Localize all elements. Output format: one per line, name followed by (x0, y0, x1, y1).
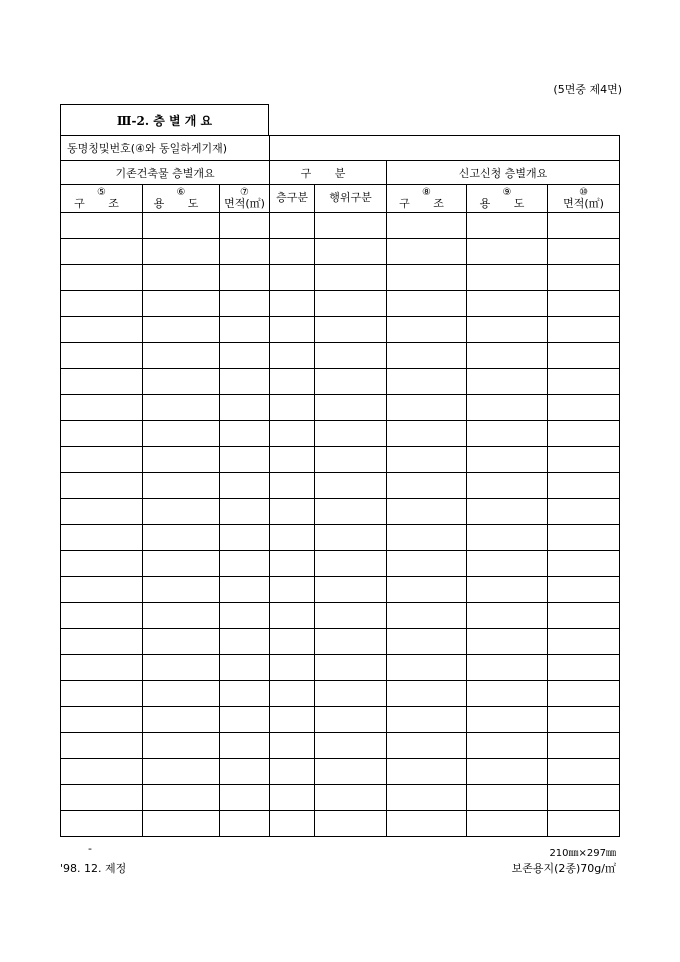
entry-cell[interactable] (315, 577, 387, 603)
entry-cell[interactable] (315, 629, 387, 655)
entry-cell[interactable] (143, 265, 220, 291)
entry-cell[interactable] (387, 681, 467, 707)
entry-cell[interactable] (220, 811, 270, 837)
entry-cell[interactable] (143, 213, 220, 239)
entry-cell[interactable] (270, 811, 315, 837)
entry-cell[interactable] (467, 343, 548, 369)
entry-cell[interactable] (270, 707, 315, 733)
entry-cell[interactable] (143, 343, 220, 369)
entry-cell[interactable] (270, 577, 315, 603)
table-row (61, 239, 620, 265)
table-row (61, 551, 620, 577)
entry-cell[interactable] (270, 343, 315, 369)
table-row (61, 525, 620, 551)
entry-cell[interactable] (270, 785, 315, 811)
col-label: 용 도 (479, 197, 535, 210)
enacted-date: '98. 12. 제정 (60, 862, 127, 875)
entry-cell[interactable] (220, 629, 270, 655)
entry-cell[interactable] (220, 421, 270, 447)
entry-cell[interactable] (61, 239, 143, 265)
entry-cell[interactable] (387, 629, 467, 655)
col-structure-reported (387, 185, 467, 213)
entry-cell[interactable] (315, 473, 387, 499)
table-row (61, 291, 620, 317)
entry-cell[interactable] (548, 369, 620, 395)
entry-cell[interactable] (548, 291, 620, 317)
entry-cell[interactable] (220, 447, 270, 473)
entry-cell[interactable] (315, 733, 387, 759)
entry-cell[interactable] (315, 759, 387, 785)
entry-cell[interactable] (270, 239, 315, 265)
entry-cell[interactable] (548, 733, 620, 759)
entry-cell[interactable] (270, 759, 315, 785)
table-row (61, 759, 620, 785)
entry-cell[interactable] (270, 473, 315, 499)
entry-cell[interactable] (315, 421, 387, 447)
subject-label: 동명칭및번호(④와 동일하게기재) (61, 136, 270, 161)
table-row (61, 603, 620, 629)
entry-cell[interactable] (270, 525, 315, 551)
entry-cell[interactable] (315, 395, 387, 421)
entry-cell[interactable] (387, 291, 467, 317)
entry-cell[interactable] (467, 473, 548, 499)
entry-cell[interactable] (315, 499, 387, 525)
entry-cell[interactable] (387, 551, 467, 577)
entry-cell[interactable] (387, 265, 467, 291)
col-action-division (315, 185, 387, 213)
table-row (61, 655, 620, 681)
entry-cell[interactable] (387, 239, 467, 265)
entry-cell[interactable] (315, 343, 387, 369)
entry-cell[interactable] (143, 577, 220, 603)
data-rows (61, 213, 620, 837)
entry-cell[interactable] (315, 681, 387, 707)
table-row (61, 421, 620, 447)
entry-cell[interactable] (548, 551, 620, 577)
subject-value-cell[interactable] (270, 136, 620, 161)
entry-cell[interactable] (61, 343, 143, 369)
entry-cell[interactable] (387, 577, 467, 603)
entry-cell[interactable] (548, 759, 620, 785)
marker-7: ⑦ (240, 187, 249, 198)
entry-cell[interactable] (387, 811, 467, 837)
entry-cell[interactable] (220, 239, 270, 265)
entry-cell[interactable] (61, 681, 143, 707)
entry-cell[interactable] (61, 369, 143, 395)
table-row (61, 733, 620, 759)
group-header-row (61, 161, 620, 185)
entry-cell[interactable] (270, 369, 315, 395)
entry-cell[interactable] (387, 421, 467, 447)
entry-cell[interactable] (220, 291, 270, 317)
entry-cell[interactable] (270, 551, 315, 577)
entry-cell[interactable] (315, 239, 387, 265)
entry-cell[interactable] (220, 213, 270, 239)
col-label: 면적(㎡) (224, 197, 265, 210)
entry-cell[interactable] (467, 447, 548, 473)
entry-cell[interactable] (61, 577, 143, 603)
entry-cell[interactable] (315, 369, 387, 395)
entry-cell[interactable] (467, 395, 548, 421)
entry-cell[interactable] (270, 629, 315, 655)
entry-cell[interactable] (315, 447, 387, 473)
entry-cell[interactable] (143, 395, 220, 421)
entry-cell[interactable] (548, 499, 620, 525)
entry-cell[interactable] (548, 707, 620, 733)
entry-cell[interactable] (467, 655, 548, 681)
entry-cell[interactable] (143, 525, 220, 551)
col-label: 구 조 (74, 197, 129, 210)
entry-cell[interactable] (387, 733, 467, 759)
reported-building-header: 신고신청 층별개요 (387, 161, 620, 185)
entry-cell[interactable] (143, 733, 220, 759)
entry-cell[interactable] (220, 343, 270, 369)
entry-cell[interactable] (143, 707, 220, 733)
entry-cell[interactable] (220, 525, 270, 551)
entry-cell[interactable] (143, 681, 220, 707)
entry-cell[interactable] (548, 603, 620, 629)
entry-cell[interactable] (143, 421, 220, 447)
table-row (61, 447, 620, 473)
division-header: 구 분 (270, 161, 387, 185)
entry-cell[interactable] (387, 213, 467, 239)
entry-cell[interactable] (220, 369, 270, 395)
entry-cell[interactable] (467, 577, 548, 603)
entry-cell[interactable] (548, 239, 620, 265)
table-row (61, 395, 620, 421)
col-area-reported (548, 185, 620, 213)
page-number: (5면중 제4면) (553, 83, 622, 96)
column-header-row (61, 185, 620, 213)
entry-cell[interactable] (220, 681, 270, 707)
entry-cell[interactable] (548, 343, 620, 369)
col-label: 구 조 (399, 197, 454, 210)
entry-cell[interactable] (220, 733, 270, 759)
entry-cell[interactable] (270, 317, 315, 343)
entry-cell[interactable] (220, 577, 270, 603)
entry-cell[interactable] (467, 551, 548, 577)
marker-5: ⑤ (97, 187, 106, 198)
entry-cell[interactable] (467, 213, 548, 239)
entry-cell[interactable] (548, 785, 620, 811)
entry-cell[interactable] (387, 707, 467, 733)
entry-cell[interactable] (387, 603, 467, 629)
entry-cell[interactable] (61, 525, 143, 551)
existing-building-header: 기존건축물 층별개요 (61, 161, 270, 185)
entry-cell[interactable] (270, 213, 315, 239)
entry-cell[interactable] (467, 733, 548, 759)
entry-cell[interactable] (387, 499, 467, 525)
entry-cell[interactable] (61, 421, 143, 447)
entry-cell[interactable] (467, 421, 548, 447)
entry-cell[interactable] (220, 785, 270, 811)
entry-cell[interactable] (270, 395, 315, 421)
table-row (61, 317, 620, 343)
entry-cell[interactable] (61, 551, 143, 577)
entry-cell[interactable] (61, 473, 143, 499)
floor-summary-table (60, 135, 620, 837)
entry-cell[interactable] (270, 447, 315, 473)
entry-cell[interactable] (270, 499, 315, 525)
col-label: 행위구분 (329, 190, 372, 204)
entry-cell[interactable] (61, 603, 143, 629)
entry-cell[interactable] (315, 655, 387, 681)
entry-cell[interactable] (143, 239, 220, 265)
section-title: Ⅲ-2. 층 별 개 요 (60, 104, 269, 135)
entry-cell[interactable] (467, 369, 548, 395)
paper-spec: 보존용지(2종)70g/㎡ (511, 862, 616, 875)
entry-cell[interactable] (143, 369, 220, 395)
entry-cell[interactable] (220, 603, 270, 629)
paper-size: 210㎜×297㎜ (549, 848, 616, 859)
marker-8: ⑧ (422, 187, 431, 198)
entry-cell[interactable] (548, 811, 620, 837)
entry-cell[interactable] (270, 733, 315, 759)
col-use-existing (143, 185, 220, 213)
entry-cell[interactable] (387, 317, 467, 343)
entry-cell[interactable] (548, 629, 620, 655)
table-row (61, 213, 620, 239)
entry-cell[interactable] (61, 447, 143, 473)
entry-cell[interactable] (467, 291, 548, 317)
entry-cell[interactable] (315, 525, 387, 551)
table-row (61, 785, 620, 811)
col-floor-division (270, 185, 315, 213)
entry-cell[interactable] (220, 551, 270, 577)
entry-cell[interactable] (61, 655, 143, 681)
table-row (61, 473, 620, 499)
table-row (61, 369, 620, 395)
col-label: 용 도 (153, 197, 209, 210)
entry-cell[interactable] (143, 291, 220, 317)
marker-9: ⑨ (502, 187, 512, 198)
entry-cell[interactable] (220, 707, 270, 733)
table-row (61, 707, 620, 733)
entry-cell[interactable] (270, 265, 315, 291)
col-area-existing (220, 185, 270, 213)
entry-cell[interactable] (61, 811, 143, 837)
entry-cell[interactable] (467, 317, 548, 343)
entry-cell[interactable] (387, 759, 467, 785)
entry-cell[interactable] (143, 785, 220, 811)
entry-cell[interactable] (220, 265, 270, 291)
entry-cell[interactable] (143, 759, 220, 785)
table-row (61, 499, 620, 525)
entry-cell[interactable] (387, 785, 467, 811)
entry-cell[interactable] (467, 785, 548, 811)
entry-cell[interactable] (387, 655, 467, 681)
entry-cell[interactable] (315, 707, 387, 733)
entry-cell[interactable] (387, 369, 467, 395)
entry-cell[interactable] (548, 577, 620, 603)
entry-cell[interactable] (61, 395, 143, 421)
entry-cell[interactable] (61, 213, 143, 239)
entry-cell[interactable] (143, 499, 220, 525)
entry-cell[interactable] (315, 291, 387, 317)
entry-cell[interactable] (315, 265, 387, 291)
entry-cell[interactable] (143, 447, 220, 473)
entry-cell[interactable] (143, 629, 220, 655)
entry-cell[interactable] (61, 499, 143, 525)
entry-cell[interactable] (548, 655, 620, 681)
entry-cell[interactable] (61, 733, 143, 759)
entry-cell[interactable] (548, 525, 620, 551)
entry-cell[interactable] (467, 603, 548, 629)
entry-cell[interactable] (220, 395, 270, 421)
entry-cell[interactable] (387, 395, 467, 421)
entry-cell[interactable] (548, 681, 620, 707)
entry-cell[interactable] (467, 759, 548, 785)
table-row (61, 343, 620, 369)
entry-cell[interactable] (548, 473, 620, 499)
entry-cell[interactable] (387, 447, 467, 473)
col-label: 면적(㎡) (563, 197, 604, 210)
entry-cell[interactable] (61, 265, 143, 291)
entry-cell[interactable] (467, 239, 548, 265)
entry-cell[interactable] (548, 447, 620, 473)
entry-cell[interactable] (467, 265, 548, 291)
entry-cell[interactable] (270, 603, 315, 629)
entry-cell[interactable] (220, 655, 270, 681)
entry-cell[interactable] (220, 473, 270, 499)
entry-cell[interactable] (387, 525, 467, 551)
table-row (61, 811, 620, 837)
entry-cell[interactable] (467, 707, 548, 733)
entry-cell[interactable] (548, 317, 620, 343)
entry-cell[interactable] (315, 317, 387, 343)
entry-cell[interactable] (387, 473, 467, 499)
entry-cell[interactable] (548, 421, 620, 447)
entry-cell[interactable] (61, 629, 143, 655)
entry-cell[interactable] (467, 811, 548, 837)
entry-cell[interactable] (315, 213, 387, 239)
table-row (61, 265, 620, 291)
entry-cell[interactable] (270, 681, 315, 707)
entry-cell[interactable] (467, 525, 548, 551)
entry-cell[interactable] (143, 655, 220, 681)
entry-cell[interactable] (467, 499, 548, 525)
entry-cell[interactable] (143, 811, 220, 837)
entry-cell[interactable] (548, 265, 620, 291)
entry-cell[interactable] (315, 603, 387, 629)
entry-cell[interactable] (220, 499, 270, 525)
entry-cell[interactable] (315, 551, 387, 577)
table-row (61, 577, 620, 603)
marker-10: ⑩ (579, 187, 589, 198)
entry-cell[interactable] (61, 317, 143, 343)
col-structure-existing (61, 185, 143, 213)
entry-cell[interactable] (315, 811, 387, 837)
entry-cell[interactable] (61, 291, 143, 317)
col-use-reported (467, 185, 548, 213)
table-row (61, 681, 620, 707)
entry-cell[interactable] (387, 343, 467, 369)
subject-row (61, 136, 620, 161)
entry-cell[interactable] (220, 317, 270, 343)
entry-cell[interactable] (548, 395, 620, 421)
entry-cell[interactable] (467, 629, 548, 655)
entry-cell[interactable] (220, 759, 270, 785)
entry-cell[interactable] (270, 421, 315, 447)
entry-cell[interactable] (467, 681, 548, 707)
col-label: 층구분 (276, 190, 308, 204)
entry-cell[interactable] (548, 213, 620, 239)
entry-cell[interactable] (61, 707, 143, 733)
entry-cell[interactable] (270, 655, 315, 681)
table-row (61, 629, 620, 655)
entry-cell[interactable] (270, 291, 315, 317)
entry-cell[interactable] (143, 551, 220, 577)
entry-cell[interactable] (143, 317, 220, 343)
marker-6: ⑥ (176, 187, 186, 198)
entry-cell[interactable] (143, 603, 220, 629)
entry-cell[interactable] (61, 785, 143, 811)
footer-dash: - (88, 842, 92, 855)
entry-cell[interactable] (315, 785, 387, 811)
entry-cell[interactable] (61, 759, 143, 785)
entry-cell[interactable] (143, 473, 220, 499)
